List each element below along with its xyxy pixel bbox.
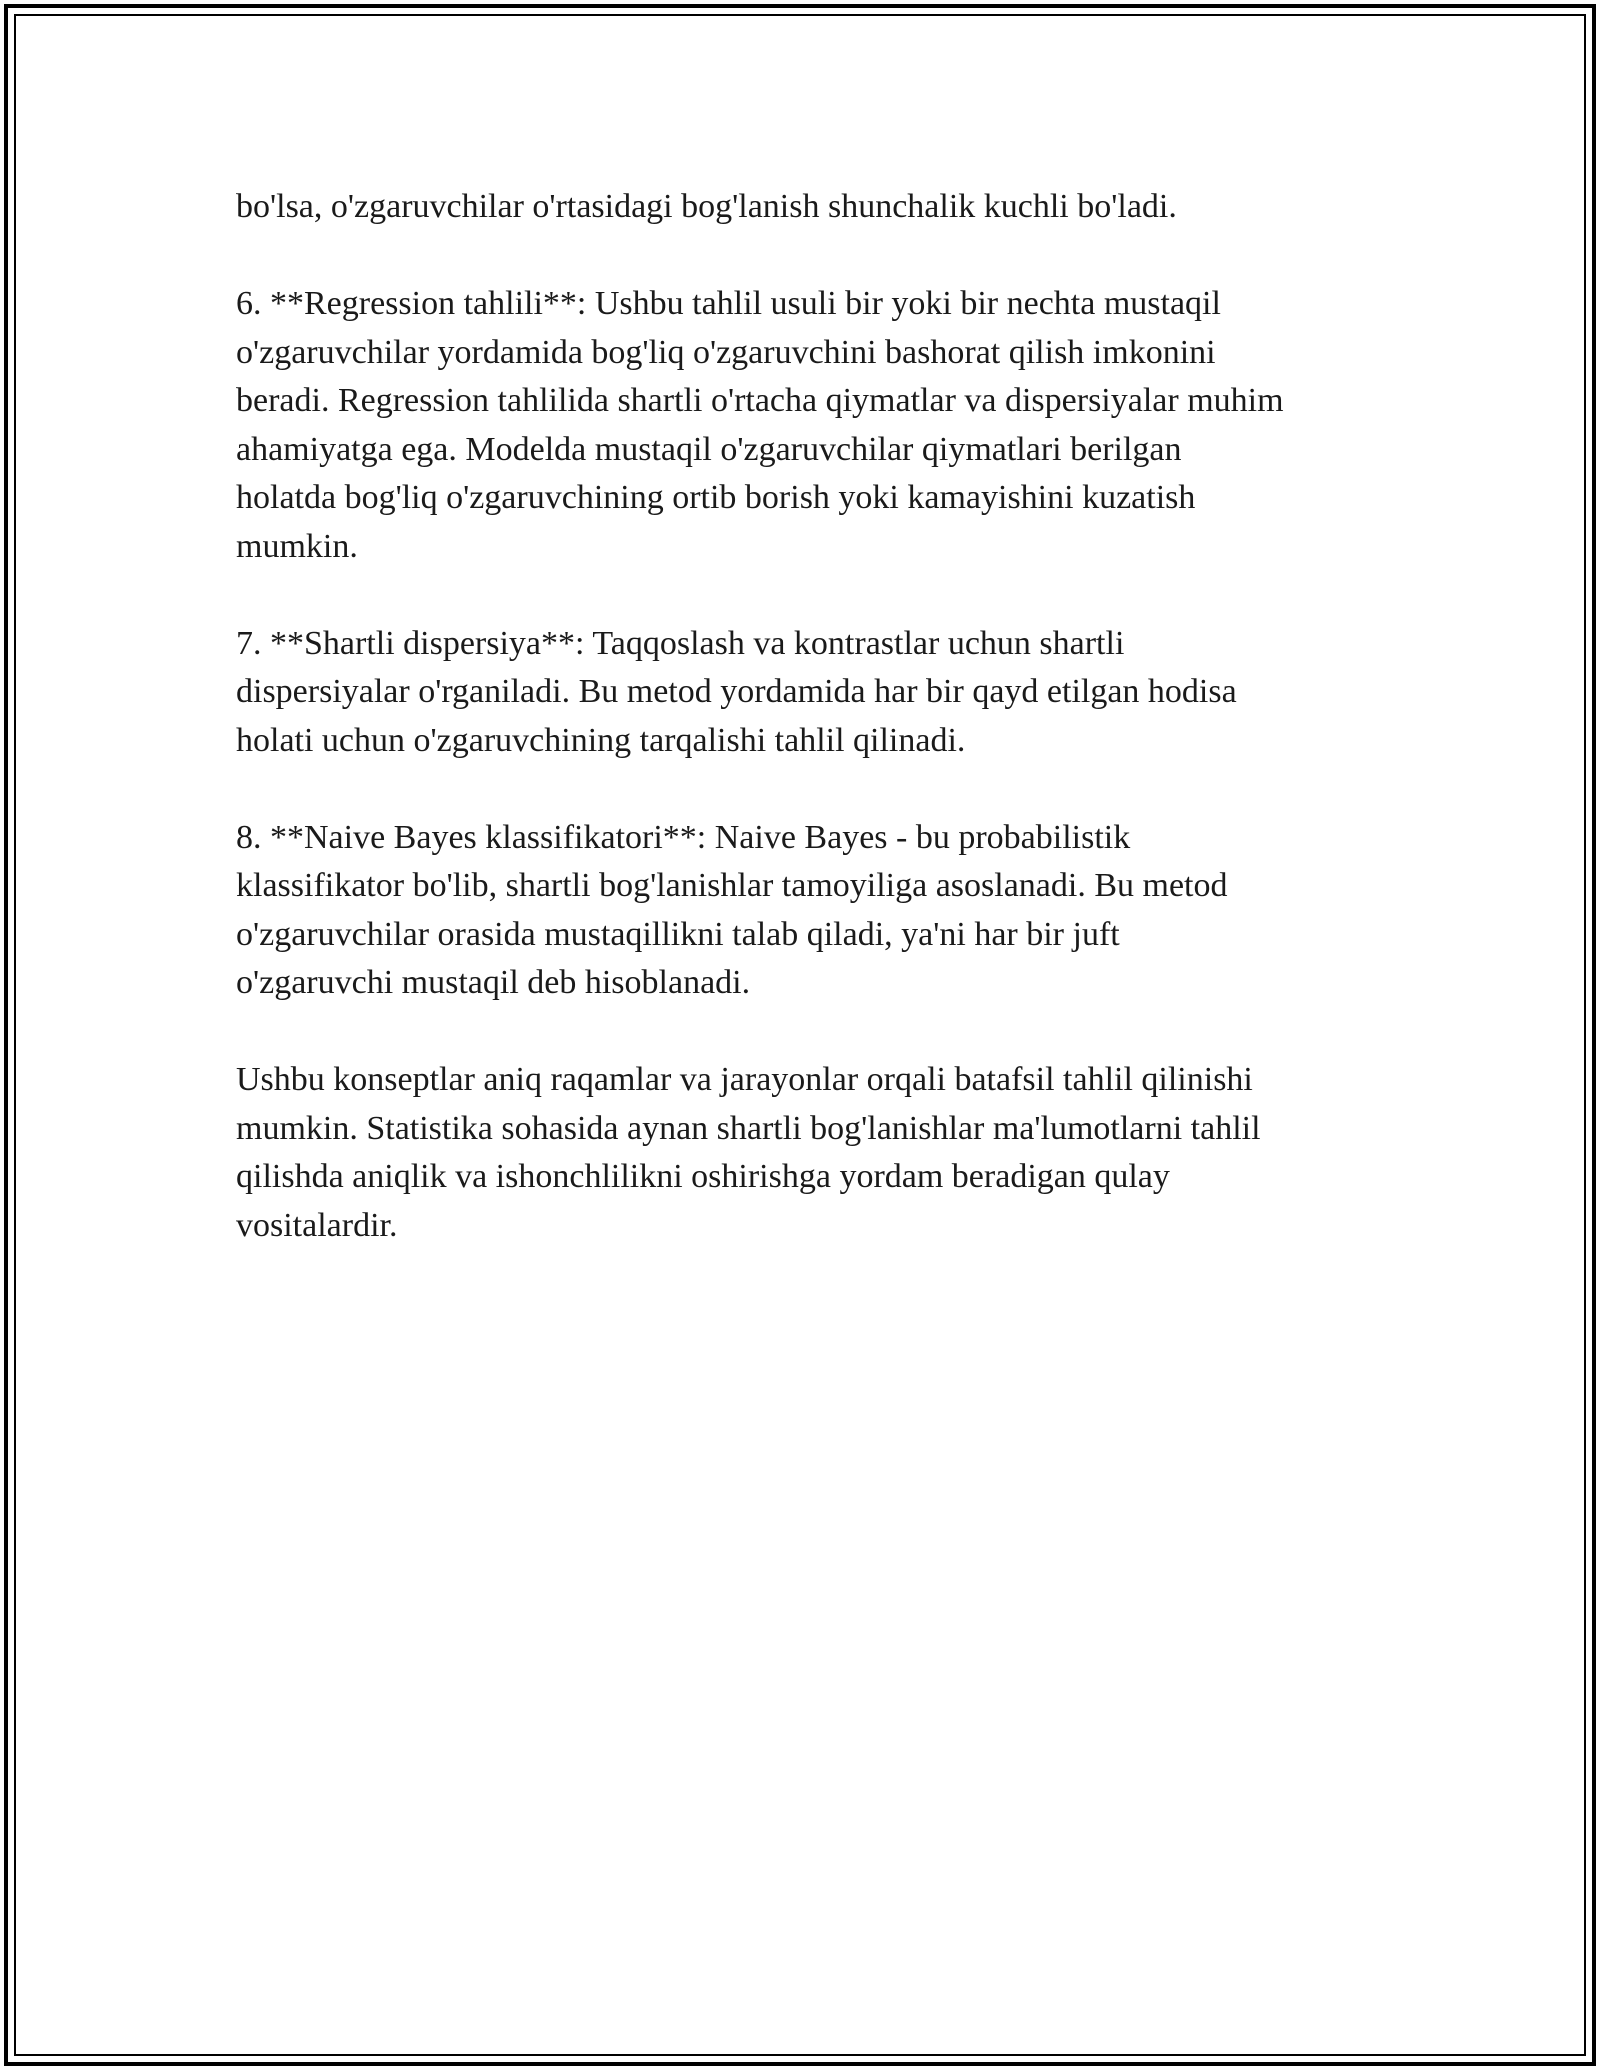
- paragraph-continuation: bo'lsa, o'zgaruvchilar o'rtasidagi bog'lanish shunchalik kuchli bo'ladi.: [236, 188, 1177, 225]
- paragraph-naive-bayes: 8. **Naive Bayes klassifikatori**: Naive Bayes - bu probabilistik klassifikator bo'lib, shartli bog'lanishlar tamoyiliga asoslanadi. Bu metod o'zgaruvchilar orasida mustaqillikni talab qiladi, ya'ni har bir juft o'zgaruvchi mustaqil deb hisoblanadi.: [236, 818, 1228, 1001]
- paragraph-conditional-variance: 7. **Shartli dispersiya**: Taqqoslash va kontrastlar uchun shartli dispersiyalar o'rganiladi. Bu metod yordamida har bir qayd etilgan hodisa holati uchun o'zgaruvchining tarqalishi tahlil qilinadi.: [236, 624, 1237, 759]
- paragraph-regression-analysis: 6. **Regression tahlili**: Ushbu tahlil usuli bir yoki bir nechta mustaqil o'zgaruvchilar yordamida bog'liq o'zgaruvchini bashorat qilish imkonini beradi. Regression tahlilida shartli o'rtacha qiymatlar va dispersiyalar muhim ahamiyatga ega. Modelda mustaqil o'zgaruvchilar qiymatlari berilgan holatda bog'liq o'zgaruvchining ortib borish yoki kamayishini kuzatish mumkin.: [236, 285, 1284, 565]
- paragraph-conclusion: Ushbu konseptlar aniq raqamlar va jarayonlar orqali batafsil tahlil qilinishi mumkin. Statistika sohasida aynan shartli bog'lanishlar ma'lumotlarni tahlil qilishda aniqlik va ishonchlilikni oshirishga yordam beradigan qulay vositalardir.: [236, 1061, 1261, 1244]
- document-body: [236, 183, 1386, 1299]
